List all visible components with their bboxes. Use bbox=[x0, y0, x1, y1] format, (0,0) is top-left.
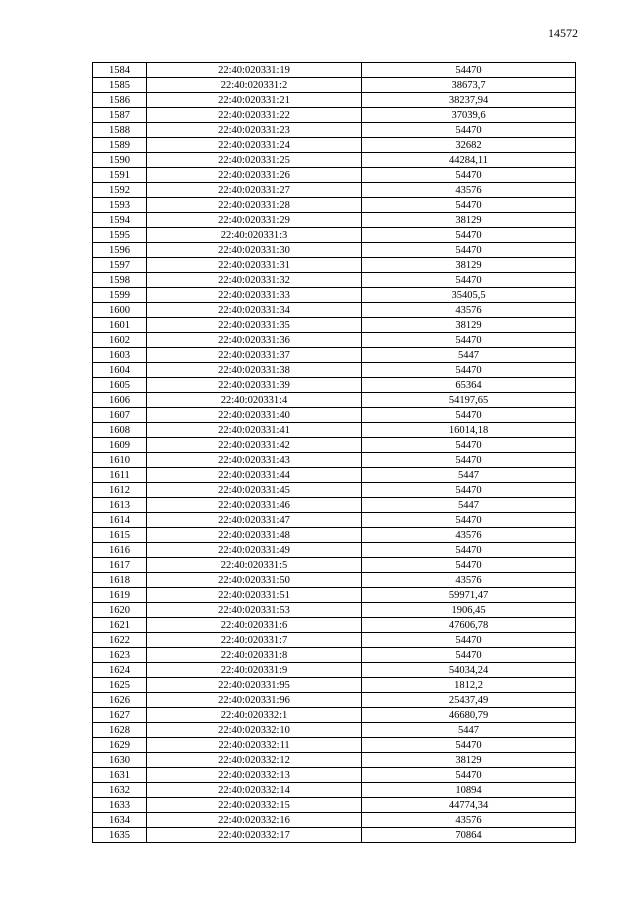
row-number-cell: 1604 bbox=[93, 363, 147, 378]
value-cell: 70864 bbox=[362, 828, 576, 843]
value-cell: 38673,7 bbox=[362, 78, 576, 93]
row-number-cell: 1619 bbox=[93, 588, 147, 603]
value-cell: 54470 bbox=[362, 273, 576, 288]
row-number-cell: 1614 bbox=[93, 513, 147, 528]
value-cell: 54470 bbox=[362, 333, 576, 348]
cadastral-number-cell: 22:40:020331:31 bbox=[147, 258, 362, 273]
value-cell: 1906,45 bbox=[362, 603, 576, 618]
table-row bbox=[93, 768, 576, 783]
value-cell: 10894 bbox=[362, 783, 576, 798]
value-cell: 47606,78 bbox=[362, 618, 576, 633]
value-cell: 44284,11 bbox=[362, 153, 576, 168]
value-cell: 5447 bbox=[362, 498, 576, 513]
row-number-cell: 1631 bbox=[93, 768, 147, 783]
cadastral-number-cell: 22:40:020332:10 bbox=[147, 723, 362, 738]
cadastral-number-cell: 22:40:020331:96 bbox=[147, 693, 362, 708]
value-cell: 1812,2 bbox=[362, 678, 576, 693]
table-row bbox=[93, 213, 576, 228]
value-cell: 5447 bbox=[362, 723, 576, 738]
row-number-cell: 1598 bbox=[93, 273, 147, 288]
table-row bbox=[93, 558, 576, 573]
row-number-cell: 1591 bbox=[93, 168, 147, 183]
table-row bbox=[93, 708, 576, 723]
value-cell: 38129 bbox=[362, 753, 576, 768]
table-row bbox=[93, 378, 576, 393]
value-cell: 54470 bbox=[362, 438, 576, 453]
table-row bbox=[93, 498, 576, 513]
cadastral-number-cell: 22:40:020331:2 bbox=[147, 78, 362, 93]
value-cell: 38129 bbox=[362, 318, 576, 333]
registry-table-body bbox=[93, 63, 576, 843]
value-cell: 54197,65 bbox=[362, 393, 576, 408]
row-number-cell: 1630 bbox=[93, 753, 147, 768]
value-cell: 38129 bbox=[362, 213, 576, 228]
cadastral-number-cell: 22:40:020331:23 bbox=[147, 123, 362, 138]
cadastral-number-cell: 22:40:020331:51 bbox=[147, 588, 362, 603]
cadastral-number-cell: 22:40:020331:53 bbox=[147, 603, 362, 618]
table-row bbox=[93, 483, 576, 498]
row-number-cell: 1610 bbox=[93, 453, 147, 468]
row-number-cell: 1617 bbox=[93, 558, 147, 573]
page-number: 14572 bbox=[548, 26, 578, 40]
cadastral-number-cell: 22:40:020331:28 bbox=[147, 198, 362, 213]
table-row bbox=[93, 78, 576, 93]
table-row bbox=[93, 678, 576, 693]
cadastral-number-cell: 22:40:020331:7 bbox=[147, 633, 362, 648]
row-number-cell: 1593 bbox=[93, 198, 147, 213]
row-number-cell: 1623 bbox=[93, 648, 147, 663]
cadastral-number-cell: 22:40:020331:38 bbox=[147, 363, 362, 378]
row-number-cell: 1602 bbox=[93, 333, 147, 348]
row-number-cell: 1601 bbox=[93, 318, 147, 333]
value-cell: 43576 bbox=[362, 183, 576, 198]
cadastral-number-cell: 22:40:020331:32 bbox=[147, 273, 362, 288]
table-row bbox=[93, 798, 576, 813]
table-row bbox=[93, 168, 576, 183]
cadastral-number-cell: 22:40:020331:26 bbox=[147, 168, 362, 183]
table-row bbox=[93, 723, 576, 738]
table-row bbox=[93, 393, 576, 408]
table-row bbox=[93, 693, 576, 708]
table-row bbox=[93, 348, 576, 363]
value-cell: 32682 bbox=[362, 138, 576, 153]
table-row bbox=[93, 468, 576, 483]
table-row bbox=[93, 813, 576, 828]
table-row bbox=[93, 243, 576, 258]
value-cell: 38237,94 bbox=[362, 93, 576, 108]
row-number-cell: 1615 bbox=[93, 528, 147, 543]
row-number-cell: 1590 bbox=[93, 153, 147, 168]
table-row bbox=[93, 528, 576, 543]
cadastral-number-cell: 22:40:020331:37 bbox=[147, 348, 362, 363]
table-row bbox=[93, 63, 576, 78]
table-row bbox=[93, 363, 576, 378]
value-cell: 16014,18 bbox=[362, 423, 576, 438]
row-number-cell: 1634 bbox=[93, 813, 147, 828]
row-number-cell: 1633 bbox=[93, 798, 147, 813]
table-row bbox=[93, 783, 576, 798]
table-row bbox=[93, 228, 576, 243]
cadastral-number-cell: 22:40:020332:14 bbox=[147, 783, 362, 798]
table-row bbox=[93, 573, 576, 588]
cadastral-number-cell: 22:40:020331:4 bbox=[147, 393, 362, 408]
row-number-cell: 1600 bbox=[93, 303, 147, 318]
value-cell: 43576 bbox=[362, 573, 576, 588]
row-number-cell: 1585 bbox=[93, 78, 147, 93]
cadastral-number-cell: 22:40:020332:1 bbox=[147, 708, 362, 723]
value-cell: 54470 bbox=[362, 648, 576, 663]
table-row bbox=[93, 138, 576, 153]
cadastral-number-cell: 22:40:020331:47 bbox=[147, 513, 362, 528]
registry-table bbox=[92, 62, 576, 843]
row-number-cell: 1625 bbox=[93, 678, 147, 693]
table-row bbox=[93, 318, 576, 333]
row-number-cell: 1603 bbox=[93, 348, 147, 363]
row-number-cell: 1605 bbox=[93, 378, 147, 393]
row-number-cell: 1612 bbox=[93, 483, 147, 498]
value-cell: 65364 bbox=[362, 378, 576, 393]
cadastral-number-cell: 22:40:020331:25 bbox=[147, 153, 362, 168]
row-number-cell: 1616 bbox=[93, 543, 147, 558]
table-row bbox=[93, 153, 576, 168]
row-number-cell: 1596 bbox=[93, 243, 147, 258]
cadastral-number-cell: 22:40:020331:19 bbox=[147, 63, 362, 78]
row-number-cell: 1589 bbox=[93, 138, 147, 153]
row-number-cell: 1594 bbox=[93, 213, 147, 228]
row-number-cell: 1587 bbox=[93, 108, 147, 123]
table-row bbox=[93, 618, 576, 633]
value-cell: 54470 bbox=[362, 408, 576, 423]
table-row bbox=[93, 183, 576, 198]
row-number-cell: 1595 bbox=[93, 228, 147, 243]
table-row bbox=[93, 258, 576, 273]
value-cell: 35405,5 bbox=[362, 288, 576, 303]
row-number-cell: 1620 bbox=[93, 603, 147, 618]
table-row bbox=[93, 738, 576, 753]
table-row bbox=[93, 663, 576, 678]
table-row bbox=[93, 423, 576, 438]
table-row bbox=[93, 123, 576, 138]
row-number-cell: 1627 bbox=[93, 708, 147, 723]
value-cell: 54470 bbox=[362, 123, 576, 138]
table-row bbox=[93, 108, 576, 123]
cadastral-number-cell: 22:40:020331:3 bbox=[147, 228, 362, 243]
cadastral-number-cell: 22:40:020332:13 bbox=[147, 768, 362, 783]
table-row bbox=[93, 438, 576, 453]
cadastral-number-cell: 22:40:020331:24 bbox=[147, 138, 362, 153]
value-cell: 37039,6 bbox=[362, 108, 576, 123]
value-cell: 54470 bbox=[362, 513, 576, 528]
value-cell: 46680,79 bbox=[362, 708, 576, 723]
row-number-cell: 1586 bbox=[93, 93, 147, 108]
table-row bbox=[93, 333, 576, 348]
value-cell: 54034,24 bbox=[362, 663, 576, 678]
cadastral-number-cell: 22:40:020332:11 bbox=[147, 738, 362, 753]
cadastral-number-cell: 22:40:020331:41 bbox=[147, 423, 362, 438]
table-row bbox=[93, 828, 576, 843]
table-row bbox=[93, 198, 576, 213]
value-cell: 54470 bbox=[362, 453, 576, 468]
row-number-cell: 1608 bbox=[93, 423, 147, 438]
cadastral-number-cell: 22:40:020331:33 bbox=[147, 288, 362, 303]
cadastral-number-cell: 22:40:020331:50 bbox=[147, 573, 362, 588]
value-cell: 38129 bbox=[362, 258, 576, 273]
cadastral-number-cell: 22:40:020331:36 bbox=[147, 333, 362, 348]
cadastral-number-cell: 22:40:020331:43 bbox=[147, 453, 362, 468]
row-number-cell: 1588 bbox=[93, 123, 147, 138]
value-cell: 54470 bbox=[362, 543, 576, 558]
table-row bbox=[93, 603, 576, 618]
cadastral-number-cell: 22:40:020332:12 bbox=[147, 753, 362, 768]
table-row bbox=[93, 753, 576, 768]
table-row bbox=[93, 273, 576, 288]
value-cell: 43576 bbox=[362, 528, 576, 543]
cadastral-number-cell: 22:40:020331:6 bbox=[147, 618, 362, 633]
cadastral-number-cell: 22:40:020332:16 bbox=[147, 813, 362, 828]
value-cell: 25437,49 bbox=[362, 693, 576, 708]
row-number-cell: 1597 bbox=[93, 258, 147, 273]
row-number-cell: 1599 bbox=[93, 288, 147, 303]
row-number-cell: 1584 bbox=[93, 63, 147, 78]
value-cell: 59971,47 bbox=[362, 588, 576, 603]
row-number-cell: 1618 bbox=[93, 573, 147, 588]
table-row bbox=[93, 408, 576, 423]
table-row bbox=[93, 543, 576, 558]
table-row bbox=[93, 93, 576, 108]
cadastral-number-cell: 22:40:020331:48 bbox=[147, 528, 362, 543]
value-cell: 54470 bbox=[362, 558, 576, 573]
cadastral-number-cell: 22:40:020331:46 bbox=[147, 498, 362, 513]
cadastral-number-cell: 22:40:020331:40 bbox=[147, 408, 362, 423]
row-number-cell: 1622 bbox=[93, 633, 147, 648]
row-number-cell: 1629 bbox=[93, 738, 147, 753]
cadastral-number-cell: 22:40:020331:27 bbox=[147, 183, 362, 198]
cadastral-number-cell: 22:40:020331:49 bbox=[147, 543, 362, 558]
row-number-cell: 1635 bbox=[93, 828, 147, 843]
value-cell: 44774,34 bbox=[362, 798, 576, 813]
cadastral-number-cell: 22:40:020331:44 bbox=[147, 468, 362, 483]
cadastral-number-cell: 22:40:020331:5 bbox=[147, 558, 362, 573]
table-row bbox=[93, 633, 576, 648]
cadastral-number-cell: 22:40:020331:42 bbox=[147, 438, 362, 453]
row-number-cell: 1607 bbox=[93, 408, 147, 423]
table-row bbox=[93, 453, 576, 468]
cadastral-number-cell: 22:40:020331:29 bbox=[147, 213, 362, 228]
table-row bbox=[93, 513, 576, 528]
value-cell: 54470 bbox=[362, 633, 576, 648]
value-cell: 54470 bbox=[362, 243, 576, 258]
cadastral-number-cell: 22:40:020331:34 bbox=[147, 303, 362, 318]
cadastral-number-cell: 22:40:020331:39 bbox=[147, 378, 362, 393]
row-number-cell: 1628 bbox=[93, 723, 147, 738]
value-cell: 54470 bbox=[362, 63, 576, 78]
cadastral-number-cell: 22:40:020332:15 bbox=[147, 798, 362, 813]
cadastral-number-cell: 22:40:020331:21 bbox=[147, 93, 362, 108]
table-row bbox=[93, 648, 576, 663]
row-number-cell: 1609 bbox=[93, 438, 147, 453]
row-number-cell: 1624 bbox=[93, 663, 147, 678]
row-number-cell: 1626 bbox=[93, 693, 147, 708]
table-row bbox=[93, 303, 576, 318]
cadastral-number-cell: 22:40:020331:9 bbox=[147, 663, 362, 678]
value-cell: 54470 bbox=[362, 198, 576, 213]
value-cell: 54470 bbox=[362, 768, 576, 783]
value-cell: 54470 bbox=[362, 168, 576, 183]
cadastral-number-cell: 22:40:020331:30 bbox=[147, 243, 362, 258]
cadastral-number-cell: 22:40:020332:17 bbox=[147, 828, 362, 843]
value-cell: 43576 bbox=[362, 303, 576, 318]
cadastral-number-cell: 22:40:020331:22 bbox=[147, 108, 362, 123]
row-number-cell: 1606 bbox=[93, 393, 147, 408]
row-number-cell: 1613 bbox=[93, 498, 147, 513]
cadastral-number-cell: 22:40:020331:95 bbox=[147, 678, 362, 693]
cadastral-number-cell: 22:40:020331:35 bbox=[147, 318, 362, 333]
row-number-cell: 1632 bbox=[93, 783, 147, 798]
table-row bbox=[93, 588, 576, 603]
value-cell: 5447 bbox=[362, 468, 576, 483]
value-cell: 54470 bbox=[362, 363, 576, 378]
value-cell: 54470 bbox=[362, 738, 576, 753]
value-cell: 5447 bbox=[362, 348, 576, 363]
cadastral-number-cell: 22:40:020331:45 bbox=[147, 483, 362, 498]
table-row bbox=[93, 288, 576, 303]
value-cell: 54470 bbox=[362, 228, 576, 243]
cadastral-number-cell: 22:40:020331:8 bbox=[147, 648, 362, 663]
value-cell: 54470 bbox=[362, 483, 576, 498]
row-number-cell: 1621 bbox=[93, 618, 147, 633]
row-number-cell: 1611 bbox=[93, 468, 147, 483]
value-cell: 43576 bbox=[362, 813, 576, 828]
row-number-cell: 1592 bbox=[93, 183, 147, 198]
